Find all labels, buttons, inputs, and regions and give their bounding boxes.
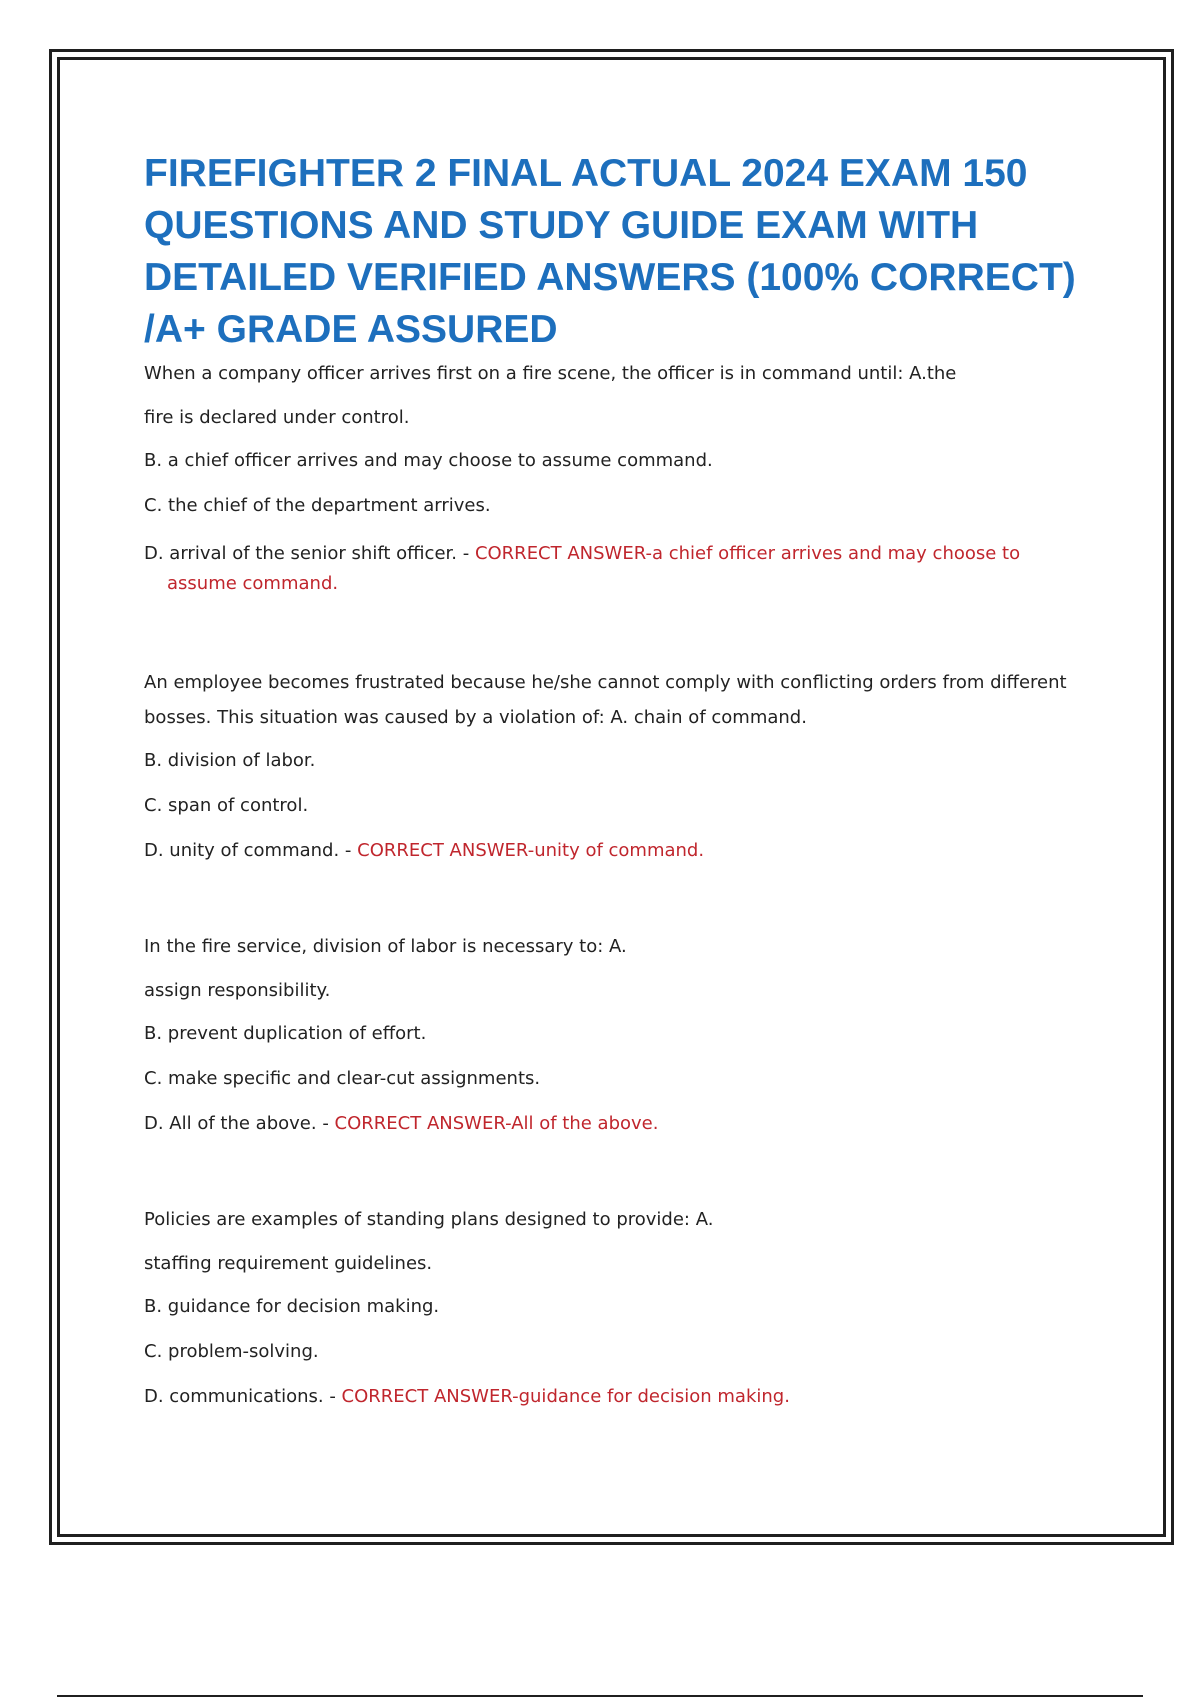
footer-rule bbox=[57, 1695, 1143, 1697]
option-d bbox=[144, 1112, 1084, 1136]
question-stem-continued: fire is declared under control. bbox=[144, 407, 410, 428]
question-stem-continued: staffing requirement guidelines. bbox=[144, 1253, 433, 1274]
question-block bbox=[144, 671, 1084, 863]
question-stem: An employee becomes frustrated because he/she cannot comply with conflicting orders from different bbox=[144, 672, 1067, 693]
option-d bbox=[144, 839, 1084, 863]
option-d-text: D. unity of command. - bbox=[144, 840, 358, 861]
option-d-text: D. All of the above. - bbox=[144, 1113, 335, 1134]
question-stem: When a company officer arrives first on a fire scene, the officer is in command until: A.the bbox=[144, 363, 957, 384]
option-b: B. prevent duplication of effort. bbox=[144, 1023, 427, 1044]
option-b: B. a chief officer arrives and may choose to assume command. bbox=[144, 450, 713, 471]
option-c: C. the chief of the department arrives. bbox=[144, 495, 491, 516]
question-block bbox=[144, 362, 1084, 599]
question-stem: Policies are examples of standing plans designed to provide: A. bbox=[144, 1209, 714, 1230]
question-stem-continued: assign responsibility. bbox=[144, 980, 331, 1001]
option-c: C. problem-solving. bbox=[144, 1341, 319, 1362]
option-b: B. division of labor. bbox=[144, 750, 316, 771]
question-block bbox=[144, 935, 1084, 1136]
correct-answer: CORRECT ANSWER-guidance for decision making. bbox=[341, 1386, 790, 1407]
question-stem-continued: bosses. This situation was caused by a violation of: A. chain of command. bbox=[144, 707, 807, 728]
option-c: C. span of control. bbox=[144, 795, 309, 816]
option-d-text: D. communications. - bbox=[144, 1386, 342, 1407]
option-d bbox=[144, 539, 1084, 599]
document-title: FIREFIGHTER 2 FINAL ACTUAL 2024 EXAM 150 QUESTIONS AND STUDY GUIDE EXAM WITH DETAILED VERIFIED ANSWERS (100% CORRECT) /A+ GRADE ASSURED bbox=[144, 152, 1076, 351]
option-c: C. make specific and clear-cut assignments. bbox=[144, 1068, 541, 1089]
option-d-text: D. arrival of the senior shift officer. - bbox=[144, 543, 475, 564]
page-content bbox=[144, 148, 1084, 1409]
question-stem: In the fire service, division of labor is necessary to: A. bbox=[144, 936, 627, 957]
correct-answer: CORRECT ANSWER-unity of command. bbox=[357, 840, 705, 861]
question-block bbox=[144, 1208, 1084, 1409]
option-d bbox=[144, 1385, 1084, 1409]
correct-answer: CORRECT ANSWER-a chief officer arrives and may choose to assume command. bbox=[167, 543, 1021, 594]
correct-answer: CORRECT ANSWER-All of the above. bbox=[334, 1113, 659, 1134]
option-b: B. guidance for decision making. bbox=[144, 1296, 440, 1317]
